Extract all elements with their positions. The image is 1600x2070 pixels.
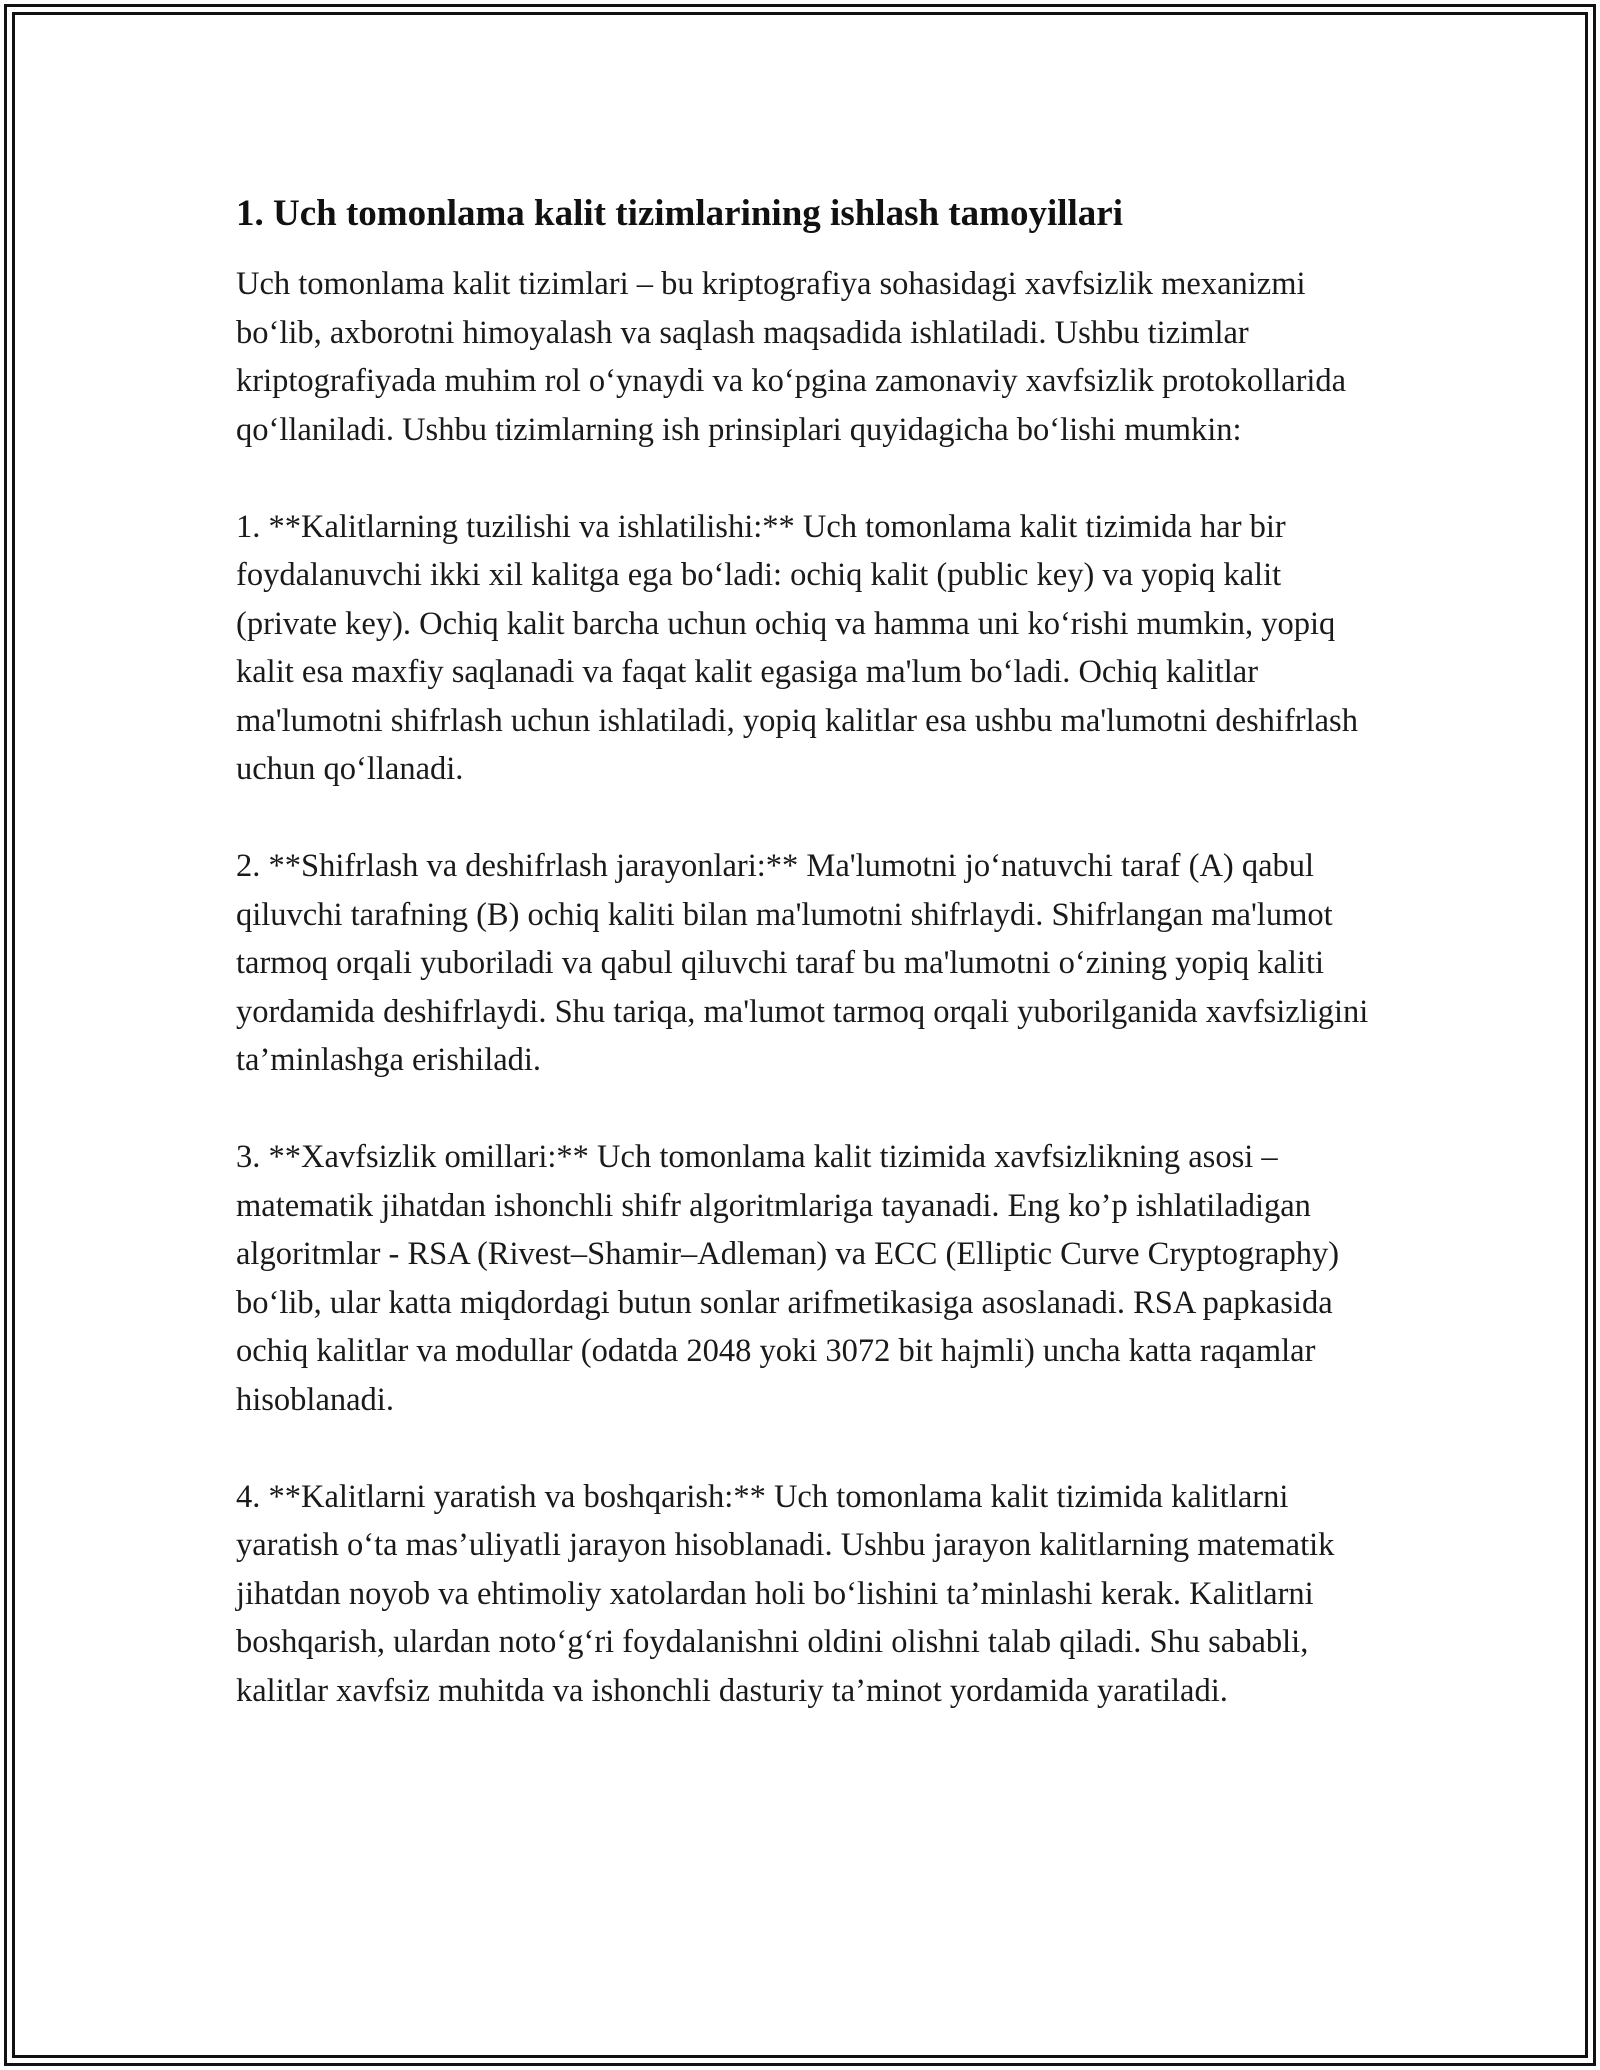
section-title: 1. Uch tomonlama kalit tizimlarining ishlash tamoyillari: [236, 193, 1123, 234]
list-item-4: 4. **Kalitlarni yaratish va boshqarish:** Uch tomonlama kalit tizimida kalitlarni yaratish o‘ta mas’uliyatli jarayon hisoblanadi. Ushbu jarayon kalitlarning matematik jihatdan noyob va ehtimoliy xatolardan holi bo‘lishini ta’minlashi kerak. Kalitlarni boshqarish, ulardan noto‘g‘ri foydalanishni oldini olishni talab qiladi. Shu sababli, kalitlar xavfsiz muhitda va ishonchli dasturiy ta’minot yordamida yaratiladi.: [236, 1478, 1335, 1709]
intro-paragraph: Uch tomonlama kalit tizimlari – bu kriptografiya sohasidagi xavfsizlik mexanizmi bo‘lib, axborotni himoyalash va saqlash maqsadida ishlatiladi. Ushbu tizimlar kriptografiyada muhim rol o‘ynaydi va ko‘pgina zamonaviy xavfsizlik protokollarida qo‘llaniladi. Ushbu tizimlarning ish prinsiplari quyidagicha bo‘lishi mumkin:: [236, 266, 1347, 448]
list-item-1: 1. **Kalitlarning tuzilishi va ishlatilishi:** Uch tomonlama kalit tizimida har bir foydalanuvchi ikki xil kalitga ega bo‘ladi: ochiq kalit (public key) va yopiq kalit (private key). Ochiq kalit barcha uchun ochiq va hamma uni ko‘rishi mumkin, yopiq kalit esa maxfiy saqlanadi va faqat kalit egasiga ma'lum bo‘ladi. Ochiq kalitlar ma'lumotni shifrlash uchun ishlatiladi, yopiq kalitlar esa ushbu ma'lumotni deshifrlash uchun qo‘llanadi.: [236, 508, 1358, 787]
document-body: [236, 186, 1386, 1715]
list-item-2: 2. **Shifrlash va deshifrlash jarayonlari:** Ma'lumotni jo‘natuvchi taraf (A) qabul qiluvchi tarafning (B) ochiq kaliti bilan ma'lumotni shifrlaydi. Shifrlangan ma'lumot tarmoq orqali yuboriladi va qabul qiluvchi taraf bu ma'lumotni o‘zining yopiq kaliti yordamida deshifrlaydi. Shu tariqa, ma'lumot tarmoq orqali yuborilganida xavfsizligini ta’minlashga erishiladi.: [236, 848, 1369, 1078]
list-item-3: 3. **Xavfsizlik omillari:** Uch tomonlama kalit tizimida xavfsizlikning asosi – matematik jihatdan ishonchli shifr algoritmlariga tayanadi. Eng ko’p ishlatiladigan algoritmlar - RSA (Rivest–Shamir–Adleman) va ECC (Elliptic Curve Cryptography) bo‘lib, ular katta miqdordagi butun sonlar arifmetikasiga asoslanadi. RSA papkasida ochiq kalitlar va modullar (odatda 2048 yoki 3072 bit hajmli) uncha katta raqamlar hisoblanadi.: [236, 1139, 1340, 1418]
